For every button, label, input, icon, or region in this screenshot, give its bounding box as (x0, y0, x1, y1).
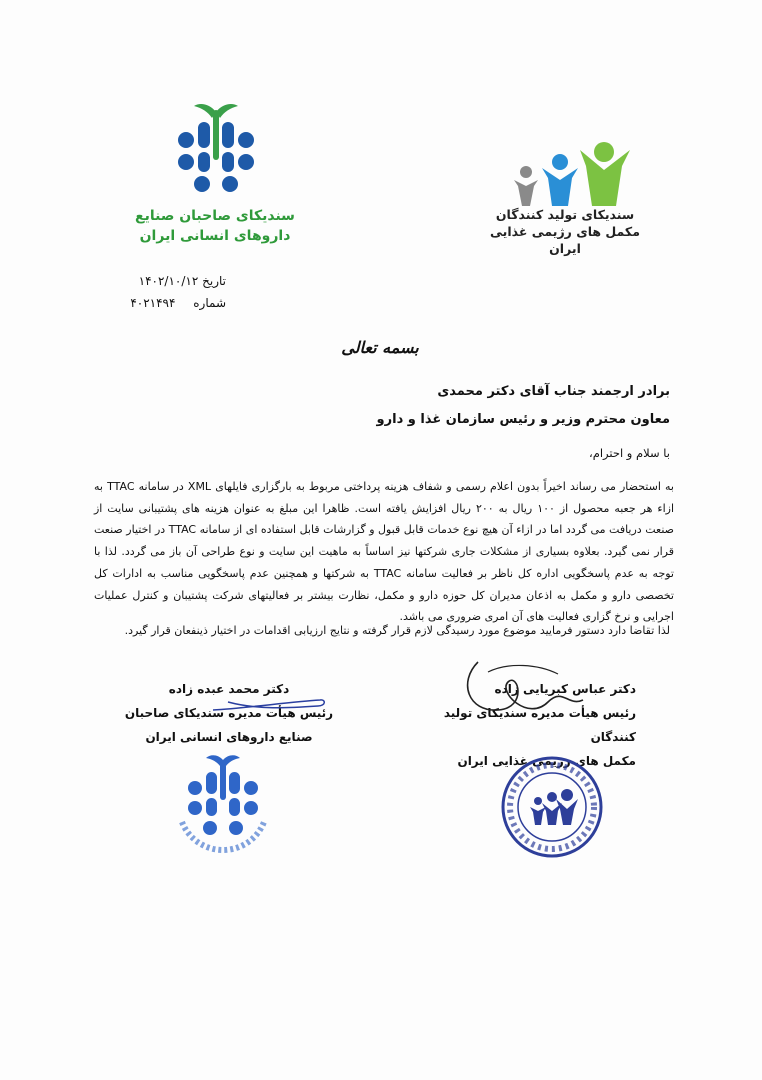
signatory-right-name: دکتر عباس کبریایی زاده (494, 682, 636, 696)
signatory-right-title1: رئیس هیأت مدیره سندیکای تولید کنندگان (443, 706, 636, 744)
left-logo-line2: داروهای انسانی ایران (139, 228, 291, 244)
right-logo-line1: سندیکای تولید کنندگان (495, 207, 635, 222)
pharma-syndicate-logo (156, 100, 276, 200)
date-row (96, 270, 226, 292)
date-value: ۱۴۰۲/۱۰/۱۲ (138, 274, 199, 288)
letter-meta (96, 270, 226, 314)
handwritten-signature-left-icon (208, 680, 328, 720)
bismillah: بسمه تعالی (341, 338, 419, 357)
recipient-line1: برادر ارجمند جناب آقای دکتر محمدی (437, 384, 670, 399)
left-logo-line1: سندیکای صاحبان صنایع (135, 208, 295, 224)
number-label: شماره (193, 296, 226, 310)
signatory-right-title2: مکمل های رژیمی غذایی ایران (457, 754, 636, 768)
handwritten-signature-right-icon (458, 652, 588, 732)
greeting: با سلام و احترام، (589, 446, 670, 460)
right-logo-line2: مکمل های رژیمی غذایی (490, 224, 640, 239)
signatory-left-title1: رئیس هیأت مدیره سندیکای صاحبان (124, 706, 334, 720)
recipient-line2: معاون محترم وزیر و رئیس سازمان غذا و دارو (376, 412, 670, 427)
pharma-syndicate-stamp-icon (168, 752, 278, 862)
date-label: تاریخ (202, 274, 226, 288)
supplement-syndicate-stamp-icon (500, 755, 604, 859)
number-row (96, 292, 226, 314)
supplement-syndicate-logo (508, 140, 638, 210)
signatory-left-title2: صنایع داروهای انسانی ایران (145, 730, 313, 744)
closing-line: لذا تقاضا دارد دستور فرمایید موضوع مورد رسیدگی لازم قرار گرفته و نتایج ارزیابی اقدامات در اختیار ذینفعان قرار گیرد. (124, 624, 670, 637)
signatory-left-name: دکتر محمد عبده زاده (168, 682, 290, 696)
letter-body: به استحضار می رساند اخیراً بدون اعلام رسمی و شفاف هزینه پرداختی مربوط به بارگزاری فایلهای XML در سامانه TTAC به ازاء هر جعبه محصول از ۱۰۰ ریال به ۲۰۰ ریال افزایش یافته است. ظاهرا این مبلغ به عنوان هزینه های پشتیبانی سایت از صنعت دریافت می گردد اما در ازاء آن هیچ نوع خدمات قابل قبول و گزارشات قابل استفاده ای از سامانه TTAC در اختیار صنعت قرار نمی گیرد. بعلاوه بسیاری از مشکلات جاری شرکتها نیز اساساً به ماهیت این سایت و نوع طراحی آن باز می گردد. لذا با توجه به عدم پاسخگویی اداره کل ناظر بر فعالیت سامانه TTAC به شرکتها و همچنین عدم پاسخگویی مناسب به ادارات کل تخصصی دارو و مکمل به اذعان مدیران کل حوزه دارو و مکمل، نظارت بیشتر بر فعالیتهای شرکت پشتیبان و کنترل عملیات اجرایی و نرخ گزاری فعالیت های آن امری ضروری می باشد. (94, 480, 675, 624)
right-logo-line3: ایران (549, 241, 581, 256)
number-value: ۴۰۲۱۴۹۴ (130, 296, 176, 310)
right-logo-text (490, 206, 640, 257)
left-logo-text (120, 206, 310, 246)
